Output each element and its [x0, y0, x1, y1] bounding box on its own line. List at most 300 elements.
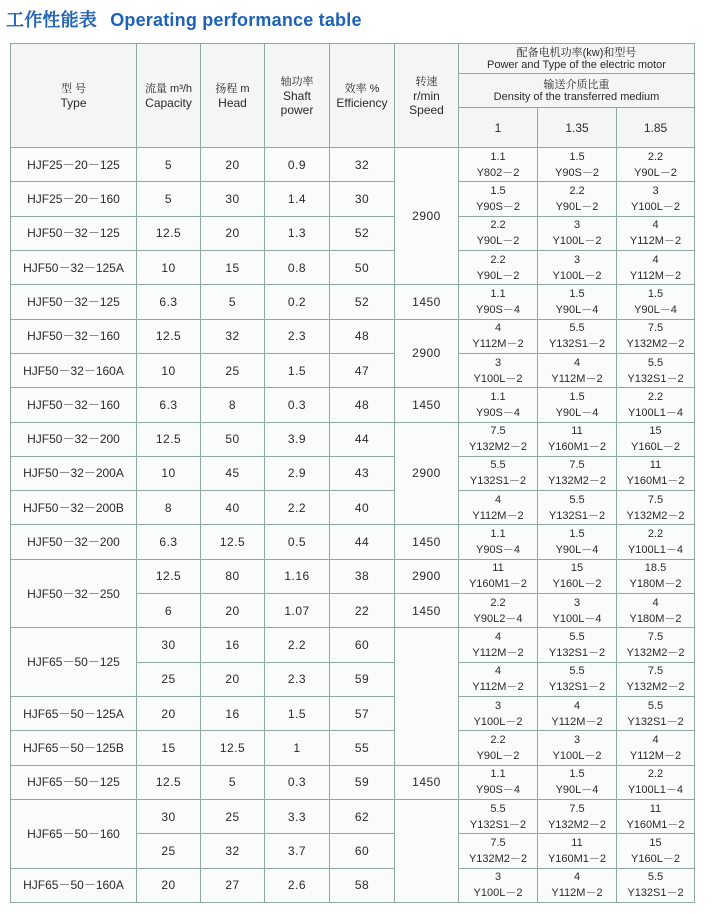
cell-shaft-power: 3.9	[265, 422, 330, 456]
cell-efficiency: 62	[330, 799, 395, 833]
motor-power: 1.1	[490, 150, 506, 163]
cell-model: HJF65－50－160A	[11, 868, 137, 902]
motor-model: Y90S－4	[475, 303, 521, 316]
cell-motor-density-1	[459, 628, 538, 662]
cell-motor-density-1	[459, 216, 538, 250]
motor-model: Y100L－2	[552, 269, 602, 282]
cell-shaft-power: 1.3	[265, 216, 330, 250]
motor-model: Y100L－2	[552, 749, 602, 762]
cell-model: HJF50－32－125	[11, 285, 137, 319]
motor-model: Y160M1－2	[626, 475, 685, 488]
cell-motor-density-1	[459, 388, 538, 422]
cell-motor-density-1-85	[617, 353, 695, 387]
motor-power: 2.2	[490, 253, 506, 266]
motor-power: 1.5	[569, 150, 585, 163]
cell-motor-density-1-35	[538, 662, 617, 696]
cell-shaft-power: 0.3	[265, 388, 330, 422]
header-shaft-power: 轴功率 Shaft power	[265, 44, 330, 148]
motor-power: 4	[652, 253, 659, 266]
cell-shaft-power: 1	[265, 731, 330, 765]
cell-efficiency: 44	[330, 525, 395, 559]
cell-motor-density-1	[459, 834, 538, 868]
cell-motor-density-1	[459, 799, 538, 833]
cell-efficiency: 60	[330, 834, 395, 868]
table-row	[11, 765, 695, 799]
motor-model: Y112M－2	[629, 749, 682, 762]
motor-power: 2.2	[569, 184, 585, 197]
performance-table	[10, 43, 695, 903]
cell-head: 20	[201, 594, 265, 628]
cell-motor-density-1	[459, 525, 538, 559]
table-row	[11, 697, 695, 731]
cell-motor-density-1-85	[617, 559, 695, 593]
table-row	[11, 182, 695, 216]
cell-capacity: 5	[137, 182, 201, 216]
motor-power: 5.5	[569, 322, 585, 335]
motor-power: 7.5	[490, 425, 506, 438]
cell-head: 45	[201, 456, 265, 490]
cell-head: 50	[201, 422, 265, 456]
motor-model: Y132M2－2	[468, 441, 528, 454]
motor-power: 3	[573, 733, 581, 746]
motor-model: Y112M－2	[551, 715, 603, 728]
cell-motor-density-1-85	[617, 799, 695, 833]
motor-model: Y112M－2	[472, 647, 524, 660]
cell-speed: 1450	[395, 594, 459, 628]
table-row	[11, 868, 695, 902]
motor-power: 11	[571, 425, 583, 438]
cell-model: HJF65－50－160	[11, 799, 137, 868]
cell-shaft-power: 0.9	[265, 148, 330, 182]
cell-motor-density-1-85	[617, 216, 695, 250]
cell-efficiency: 48	[330, 319, 395, 353]
motor-power: 4	[652, 219, 659, 232]
motor-power: 1.5	[569, 528, 585, 541]
table-row	[11, 148, 695, 182]
motor-power: 11	[649, 459, 662, 472]
motor-model: Y132M2－2	[547, 818, 607, 831]
motor-power: 1.5	[647, 287, 664, 300]
cell-motor-density-1	[459, 559, 538, 593]
cell-head: 20	[201, 216, 265, 250]
motor-power: 2.2	[647, 768, 664, 781]
header-type: 型 号 Type	[11, 44, 137, 148]
table-row	[11, 285, 695, 319]
motor-model: Y100L－2	[473, 887, 523, 900]
motor-power: 11	[649, 802, 662, 815]
cell-motor-density-1-35	[538, 765, 617, 799]
cell-motor-density-1	[459, 662, 538, 696]
header-capacity: 流量 m³/h Capacity	[137, 44, 201, 148]
cell-capacity: 6.3	[137, 285, 201, 319]
header-motor: 配备电机功率(kw)和型号 Power and Type of the electric motor	[459, 44, 695, 74]
cell-model: HJF50－32－200	[11, 525, 137, 559]
cell-shaft-power: 2.6	[265, 868, 330, 902]
cell-speed	[395, 799, 459, 902]
motor-power: 1.1	[490, 768, 506, 781]
cell-speed: 1450	[395, 388, 459, 422]
motor-power: 7.5	[647, 493, 664, 506]
cell-efficiency: 59	[330, 765, 395, 799]
motor-model: Y132S1－2	[548, 509, 606, 522]
motor-model: Y180M－2	[629, 612, 682, 625]
cell-motor-density-1-35	[538, 731, 617, 765]
cell-model: HJF50－32－160	[11, 319, 137, 353]
cell-motor-density-1	[459, 868, 538, 902]
cell-motor-density-1-35	[538, 182, 617, 216]
page-title-en: Operating performance table	[110, 10, 362, 30]
motor-power: 4	[494, 631, 502, 644]
cell-efficiency: 30	[330, 182, 395, 216]
cell-capacity: 30	[137, 799, 201, 833]
cell-efficiency: 48	[330, 388, 395, 422]
motor-power: 11	[492, 562, 504, 575]
motor-model: Y100L－4	[552, 612, 602, 625]
motor-power: 3	[573, 253, 581, 266]
motor-model: Y112M－2	[629, 269, 682, 282]
cell-head: 15	[201, 250, 265, 284]
motor-model: Y160L－2	[552, 578, 602, 591]
cell-capacity: 10	[137, 250, 201, 284]
cell-speed: 1450	[395, 525, 459, 559]
motor-power: 4	[573, 699, 581, 712]
cell-head: 8	[201, 388, 265, 422]
table-row	[11, 456, 695, 490]
cell-model: HJF65－50－125B	[11, 731, 137, 765]
cell-motor-density-1-35	[538, 250, 617, 284]
motor-power: 5.5	[647, 699, 664, 712]
motor-model: Y132S1－2	[469, 818, 527, 831]
motor-model: Y132M2－2	[626, 681, 685, 694]
motor-model: Y90L－2	[476, 749, 520, 762]
cell-capacity: 20	[137, 868, 201, 902]
cell-motor-density-1-35	[538, 148, 617, 182]
cell-speed: 2900	[395, 422, 459, 525]
motor-power: 2.2	[490, 733, 506, 746]
cell-head: 20	[201, 148, 265, 182]
cell-motor-density-1-35	[538, 319, 617, 353]
motor-model: Y160M1－2	[626, 818, 685, 831]
motor-power: 5.5	[647, 356, 664, 369]
motor-model: Y160L－2	[631, 441, 680, 454]
motor-power: 4	[573, 871, 581, 884]
cell-efficiency: 59	[330, 662, 395, 696]
motor-power: 3	[573, 596, 581, 609]
cell-motor-density-1-85	[617, 319, 695, 353]
cell-motor-density-1	[459, 422, 538, 456]
cell-motor-density-1-35	[538, 491, 617, 525]
motor-model: Y90L－2	[476, 269, 520, 282]
motor-power: 5.5	[490, 802, 506, 815]
cell-model: HJF65－50－125	[11, 628, 137, 697]
motor-model: Y112M－2	[472, 509, 524, 522]
cell-efficiency: 40	[330, 491, 395, 525]
motor-model: Y132S1－2	[548, 647, 606, 660]
cell-motor-density-1-85	[617, 148, 695, 182]
motor-power: 7.5	[569, 459, 585, 472]
table-row	[11, 319, 695, 353]
motor-model: Y132S1－2	[627, 372, 684, 385]
table-row	[11, 491, 695, 525]
cell-motor-density-1-35	[538, 525, 617, 559]
motor-power: 2.2	[647, 390, 664, 403]
motor-power: 7.5	[569, 802, 585, 815]
cell-efficiency: 60	[330, 628, 395, 662]
cell-motor-density-1-85	[617, 765, 695, 799]
cell-capacity: 6	[137, 594, 201, 628]
table-row	[11, 559, 695, 593]
motor-power: 3	[494, 356, 502, 369]
motor-model: Y112M－2	[472, 681, 524, 694]
motor-power: 4	[652, 596, 659, 609]
motor-model: Y180M－2	[629, 578, 682, 591]
cell-model: HJF50－32－200	[11, 422, 137, 456]
table-row	[11, 799, 695, 833]
motor-power: 1.1	[490, 528, 506, 541]
cell-shaft-power: 2.9	[265, 456, 330, 490]
cell-speed: 1450	[395, 765, 459, 799]
motor-model: Y132S1－2	[548, 681, 606, 694]
cell-motor-density-1-85	[617, 834, 695, 868]
cell-efficiency: 47	[330, 353, 395, 387]
cell-capacity: 10	[137, 353, 201, 387]
cell-capacity: 25	[137, 834, 201, 868]
cell-shaft-power: 1.16	[265, 559, 330, 593]
cell-speed: 2900	[395, 319, 459, 388]
motor-power: 7.5	[647, 631, 664, 644]
motor-model: Y132S1－2	[548, 338, 606, 351]
header-speed: 转速 r/min Speed	[395, 44, 459, 148]
cell-shaft-power: 3.3	[265, 799, 330, 833]
cell-motor-density-1	[459, 182, 538, 216]
cell-head: 5	[201, 765, 265, 799]
cell-capacity: 12.5	[137, 319, 201, 353]
cell-motor-density-1-85	[617, 456, 695, 490]
cell-model: HJF50－32－125A	[11, 250, 137, 284]
cell-motor-density-1-35	[538, 868, 617, 902]
cell-head: 16	[201, 697, 265, 731]
cell-efficiency: 38	[330, 559, 395, 593]
cell-motor-density-1-85	[617, 491, 695, 525]
cell-model: HJF50－32－200B	[11, 491, 137, 525]
motor-power: 7.5	[647, 322, 664, 335]
motor-model: Y90S－2	[554, 166, 600, 179]
cell-shaft-power: 1.5	[265, 697, 330, 731]
cell-motor-density-1-35	[538, 799, 617, 833]
cell-shaft-power: 1.07	[265, 594, 330, 628]
motor-power: 4	[573, 356, 581, 369]
table-row	[11, 525, 695, 559]
cell-motor-density-1-85	[617, 731, 695, 765]
motor-model: Y132M2－2	[547, 475, 607, 488]
cell-efficiency: 52	[330, 216, 395, 250]
cell-model: HJF50－32－160A	[11, 353, 137, 387]
motor-model: Y112M－2	[472, 338, 524, 351]
motor-power: 2.2	[490, 219, 506, 232]
motor-power: 15	[570, 562, 584, 575]
cell-head: 25	[201, 353, 265, 387]
cell-capacity: 12.5	[137, 559, 201, 593]
cell-capacity: 6.3	[137, 388, 201, 422]
motor-model: Y100L1－4	[627, 544, 684, 557]
cell-capacity: 20	[137, 697, 201, 731]
cell-capacity: 12.5	[137, 216, 201, 250]
cell-speed: 2900	[395, 148, 459, 285]
motor-power: 2.2	[647, 150, 664, 163]
table-row	[11, 250, 695, 284]
cell-motor-density-1-35	[538, 216, 617, 250]
cell-efficiency: 52	[330, 285, 395, 319]
cell-shaft-power: 1.5	[265, 353, 330, 387]
cell-model: HJF65－50－125A	[11, 697, 137, 731]
motor-power: 2.2	[647, 528, 664, 541]
header-density-1-85: 1.85	[617, 108, 695, 148]
cell-capacity: 30	[137, 628, 201, 662]
cell-capacity: 5	[137, 148, 201, 182]
motor-power: 3	[494, 699, 502, 712]
cell-head: 12.5	[201, 525, 265, 559]
motor-power: 3	[652, 184, 659, 197]
cell-model: HJF25－20－125	[11, 148, 137, 182]
cell-motor-density-1-85	[617, 525, 695, 559]
motor-power: 4	[494, 493, 502, 506]
motor-power: 1.1	[490, 390, 506, 403]
motor-model: Y160M1－2	[547, 852, 607, 865]
table-row	[11, 388, 695, 422]
cell-capacity: 25	[137, 662, 201, 696]
table-body	[11, 148, 695, 903]
motor-model: Y132S1－2	[627, 715, 684, 728]
cell-motor-density-1-35	[538, 422, 617, 456]
motor-model: Y132S1－2	[469, 475, 527, 488]
cell-speed: 1450	[395, 285, 459, 319]
cell-head: 16	[201, 628, 265, 662]
motor-power: 11	[571, 836, 583, 849]
cell-shaft-power: 0.5	[265, 525, 330, 559]
cell-model: HJF25－20－160	[11, 182, 137, 216]
motor-model: Y90L2－4	[473, 612, 523, 625]
cell-motor-density-1-35	[538, 353, 617, 387]
cell-model: HJF50－32－200A	[11, 456, 137, 490]
motor-power: 2.2	[490, 596, 506, 609]
cell-motor-density-1-85	[617, 628, 695, 662]
cell-motor-density-1-85	[617, 662, 695, 696]
cell-capacity: 15	[137, 731, 201, 765]
cell-model: HJF50－32－250	[11, 559, 137, 628]
cell-motor-density-1-35	[538, 388, 617, 422]
cell-motor-density-1	[459, 319, 538, 353]
motor-power: 5.5	[569, 631, 585, 644]
table-row	[11, 731, 695, 765]
cell-motor-density-1-35	[538, 697, 617, 731]
motor-model: Y90L－2	[634, 166, 677, 179]
page-title-zh: 工作性能表	[6, 10, 97, 30]
cell-model: HJF50－32－160	[11, 388, 137, 422]
motor-power: 3	[573, 219, 581, 232]
motor-model: Y802－2	[476, 166, 520, 179]
cell-head: 12.5	[201, 731, 265, 765]
motor-model: Y90L－4	[555, 303, 599, 316]
motor-model: Y90S－4	[475, 784, 521, 797]
motor-power: 15	[649, 425, 662, 438]
cell-shaft-power: 2.2	[265, 628, 330, 662]
motor-power: 5.5	[647, 871, 664, 884]
motor-model: Y90S－2	[475, 200, 521, 213]
cell-efficiency: 57	[330, 697, 395, 731]
cell-motor-density-1-85	[617, 868, 695, 902]
header-density: 输送介质比重 Density of the transferred medium	[459, 74, 695, 108]
header-density-1: 1	[459, 108, 538, 148]
table-row	[11, 628, 695, 662]
cell-efficiency: 43	[330, 456, 395, 490]
motor-model: Y90L－4	[555, 544, 599, 557]
motor-model: Y90S－4	[475, 406, 521, 419]
motor-power: 1.1	[490, 287, 506, 300]
motor-model: Y100L1－4	[627, 406, 684, 419]
motor-power: 4	[494, 322, 502, 335]
motor-model: Y160M1－2	[468, 578, 528, 591]
cell-motor-density-1	[459, 731, 538, 765]
cell-motor-density-1-35	[538, 456, 617, 490]
motor-model: Y90L－4	[555, 784, 599, 797]
cell-motor-density-1-35	[538, 834, 617, 868]
header-efficiency: 效率 % Efficiency	[330, 44, 395, 148]
table-row	[11, 422, 695, 456]
motor-model: Y90L－4	[634, 303, 677, 316]
motor-power: 15	[649, 836, 662, 849]
cell-motor-density-1	[459, 765, 538, 799]
page-title	[6, 6, 362, 32]
motor-model: Y100L－2	[552, 235, 602, 248]
motor-power: 4	[652, 733, 659, 746]
table-row	[11, 353, 695, 387]
cell-motor-density-1-35	[538, 628, 617, 662]
cell-efficiency: 32	[330, 148, 395, 182]
motor-model: Y90L－2	[555, 200, 599, 213]
cell-motor-density-1	[459, 491, 538, 525]
cell-motor-density-1-85	[617, 697, 695, 731]
motor-model: Y112M－2	[551, 887, 603, 900]
motor-model: Y160M1－2	[547, 441, 607, 454]
cell-motor-density-1-85	[617, 422, 695, 456]
cell-motor-density-1-35	[538, 285, 617, 319]
motor-model: Y100L－2	[473, 715, 523, 728]
table-row	[11, 216, 695, 250]
motor-model: Y160L－2	[631, 852, 680, 865]
cell-motor-density-1-85	[617, 388, 695, 422]
cell-efficiency: 58	[330, 868, 395, 902]
cell-motor-density-1	[459, 353, 538, 387]
cell-capacity: 8	[137, 491, 201, 525]
cell-speed: 2900	[395, 559, 459, 593]
motor-model: Y100L－2	[631, 200, 680, 213]
cell-motor-density-1	[459, 148, 538, 182]
cell-head: 30	[201, 182, 265, 216]
cell-motor-density-1-85	[617, 285, 695, 319]
cell-model: HJF65－50－125	[11, 765, 137, 799]
motor-model: Y132M2－2	[626, 509, 685, 522]
cell-motor-density-1-85	[617, 250, 695, 284]
cell-shaft-power: 0.2	[265, 285, 330, 319]
cell-head: 5	[201, 285, 265, 319]
motor-model: Y132M2－2	[626, 338, 685, 351]
motor-model: Y132S1－2	[627, 887, 684, 900]
cell-motor-density-1-35	[538, 594, 617, 628]
cell-head: 80	[201, 559, 265, 593]
motor-power: 5.5	[569, 665, 585, 678]
cell-head: 40	[201, 491, 265, 525]
cell-motor-density-1	[459, 697, 538, 731]
